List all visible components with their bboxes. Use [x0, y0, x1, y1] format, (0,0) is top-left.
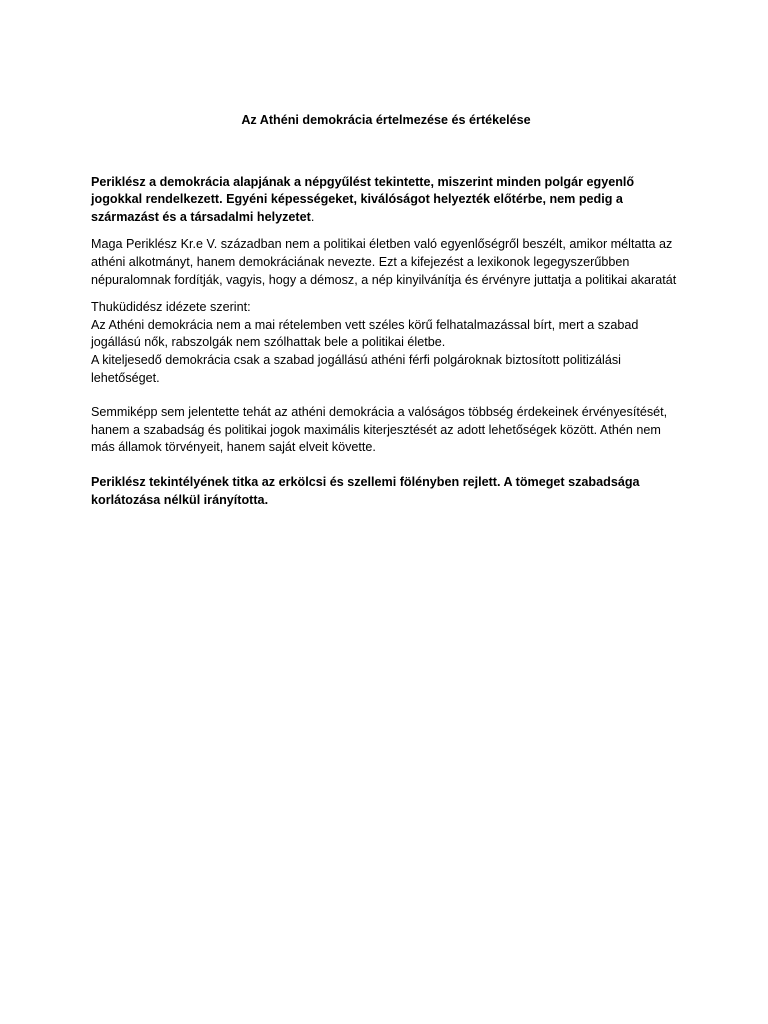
- quote-line-1: Az Athéni demokrácia nem a mai rételemben vett széles körű felhatalmazással bírt, mert a szabad jogállású nők, rabszolgák nem szólhattak bele a politikai életbe.: [91, 317, 639, 350]
- paragraph-1-bold-text: Periklész a demokrácia alapjának a népgyűlést tekintette, miszerint minden polgár egyenlő jogokkal rendelkezett. Egyéni képességeket, kiválóságot helyezték előtérbe, nem pedig a származást és a társadalmi helyzetet: [91, 174, 635, 224]
- document-title: Az Athéni demokrácia értelmezése és értékelése: [241, 113, 531, 127]
- paragraph-5: Periklész tekintélyének titka az erkölcsi és szellemi fölényben rejlett. A tömeget szabadsága korlátozása nélkül irányította.: [91, 474, 640, 507]
- quote-line-2: A kiteljesedő demokrácia csak a szabad jogállású athéni férfi polgároknak biztosított politizálási lehetőséget.: [91, 352, 621, 385]
- paragraph-1: [91, 174, 681, 227]
- quote-intro: Thuküdidész idézete szerint:: [91, 300, 251, 315]
- document-body: [91, 112, 681, 509]
- paragraph-1-period: .: [310, 209, 315, 224]
- paragraph-2: Maga Periklész Kr.e V. században nem a politikai életben való egyenlőségről beszélt, amikor méltatta az athéni alkotmányt, hanem demokráciának nevezte. Ezt a kifejezést a lexikonok legegyszerűbben népuralomnak fordítják, vagyis, hogy a démosz, a nép kinyilvánítja és érvényre juttatja a politikai akaratát: [91, 237, 677, 287]
- paragraph-4: Semmiképp sem jelentette tehát az athéni demokrácia a valóságos többség érdekeinek érvényesítését, hanem a szabadság és politikai jogok maximális kiterjesztését az adott lehetőségek között. Athén nem más államok törvényeit, hanem saját elveit követte.: [91, 405, 668, 455]
- paragraph-3-quote: [91, 299, 681, 387]
